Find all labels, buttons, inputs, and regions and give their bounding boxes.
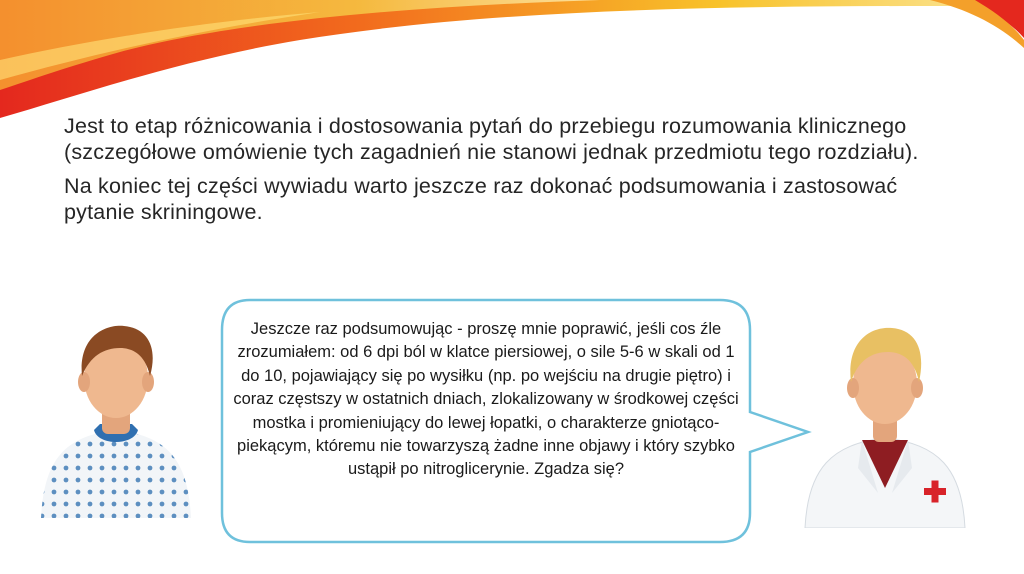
- paragraph-1: Jest to etap różnicowania i dostosowania pytań do przebiegu rozumowania klinicznego (szczegółowe omówienie tych zagadnień nie stanowi jednak przedmiotu tego rozdziału).: [64, 114, 919, 164]
- speech-bubble-text: Jeszcze raz podsumowując - proszę mnie poprawić, jeśli cos źle zrozumiałem: od 6 dpi ból w klatce piersiowej, o sile 5-6 w skali od 1 do 10, pojawiający się po wysiłku (np. po wejściu na drugie piętro) i coraz częstszy w ostatnich dniach, zlokalizowany w środkowej części mostka i promieniujący do lewej łopatki, o charakterze gniotąco-piekącym, któremu nie towarzyszą żadne inne objawy i który szybko ustąpił po nitroglicerynie. Zgadza się?: [233, 320, 739, 479]
- doctor-avatar-icon: [800, 318, 970, 528]
- patient-avatar-icon: [36, 318, 196, 518]
- paragraph-2: Na koniec tej części wywiadu warto jeszcze raz dokonać podsumowania i zastosować pytanie skriningowe.: [64, 174, 898, 224]
